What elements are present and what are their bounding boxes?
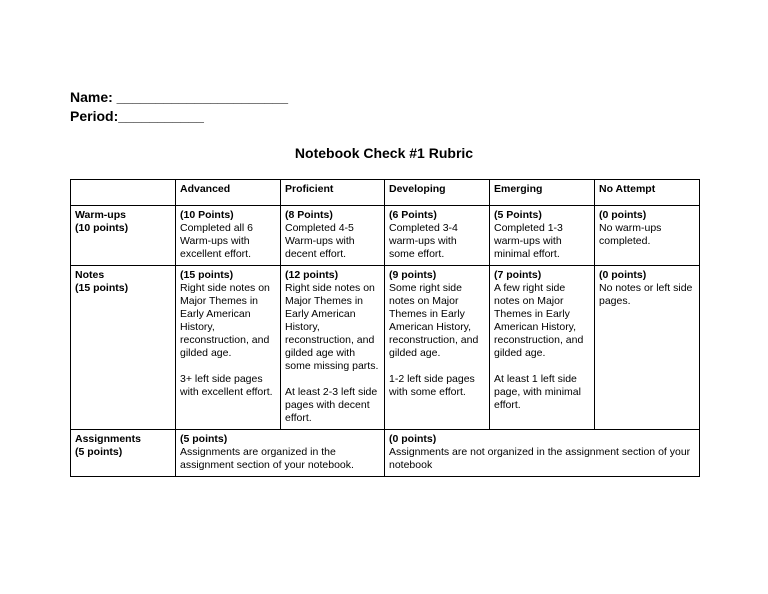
table-row-warmups bbox=[71, 206, 700, 266]
category-name: Warm-ups bbox=[75, 209, 126, 221]
cell-points: (5 points) bbox=[180, 433, 228, 445]
page-title: Notebook Check #1 Rubric bbox=[294, 145, 474, 161]
cell-description-extra: 3+ left side pages with excellent effort. bbox=[180, 373, 273, 398]
category-points: (10 points) bbox=[75, 222, 129, 234]
cell-description: No notes or left side pages. bbox=[599, 282, 693, 307]
cell-description: Completed all 6 Warm-ups with excellent effort. bbox=[180, 222, 253, 260]
cell-points: (12 points) bbox=[285, 269, 339, 281]
rubric-table bbox=[70, 179, 700, 477]
category-name: Notes bbox=[75, 269, 105, 281]
cell-description-extra: At least 2-3 left side pages with decent effort. bbox=[285, 386, 378, 424]
cell-points: (5 Points) bbox=[494, 209, 542, 221]
table-header-row bbox=[71, 180, 700, 206]
cell-description: Completed 4-5 Warm-ups with decent effort. bbox=[285, 222, 355, 260]
cell-description: Some right side notes on Major Themes in Early American History, reconstruction, and gilded age. bbox=[389, 282, 479, 359]
rubric-cell bbox=[490, 206, 595, 266]
rubric-cell bbox=[490, 266, 595, 430]
rubric-cell bbox=[176, 206, 281, 266]
cell-description: No warm-ups completed. bbox=[599, 222, 662, 247]
cell-description-extra: 1-2 left side pages with some effort. bbox=[389, 373, 475, 398]
name-field-label: Name: ______________________ bbox=[70, 89, 288, 105]
header-cell-advanced: Advanced bbox=[176, 180, 281, 206]
cell-points: (0 points) bbox=[599, 269, 647, 281]
rubric-cell bbox=[385, 266, 490, 430]
table-row-notes bbox=[71, 266, 700, 430]
category-cell bbox=[71, 266, 176, 430]
period-field-label: Period:___________ bbox=[70, 108, 204, 124]
cell-points: (0 points) bbox=[599, 209, 647, 221]
cell-description: Completed 3-4 warm-ups with some effort. bbox=[389, 222, 458, 260]
cell-points: (15 points) bbox=[180, 269, 234, 281]
header-cell-developing: Developing bbox=[385, 180, 490, 206]
cell-points: (9 points) bbox=[389, 269, 437, 281]
rubric-cell bbox=[176, 266, 281, 430]
rubric-cell bbox=[595, 206, 700, 266]
rubric-cell bbox=[595, 266, 700, 430]
cell-description: Assignments are organized in the assignment section of your notebook. bbox=[180, 446, 354, 471]
category-cell bbox=[71, 430, 176, 477]
rubric-cell bbox=[281, 206, 385, 266]
table-row-assignments bbox=[71, 430, 700, 477]
cell-description: Right side notes on Major Themes in Early American History, reconstruction, and gilded age with some missing parts. bbox=[285, 282, 379, 372]
category-points: (15 points) bbox=[75, 282, 129, 294]
header-cell-emerging: Emerging bbox=[490, 180, 595, 206]
cell-description-extra: At least 1 left side page, with minimal effort. bbox=[494, 373, 581, 411]
rubric-cell bbox=[385, 206, 490, 266]
cell-points: (0 points) bbox=[389, 433, 437, 445]
cell-points: (8 Points) bbox=[285, 209, 333, 221]
cell-points: (7 points) bbox=[494, 269, 542, 281]
category-name: Assignments bbox=[75, 433, 141, 445]
rubric-cell bbox=[385, 430, 700, 477]
cell-description: Right side notes on Major Themes in Early American History, reconstruction, and gilded age. bbox=[180, 282, 270, 359]
category-cell bbox=[71, 206, 176, 266]
header-cell-proficient: Proficient bbox=[281, 180, 385, 206]
cell-description: Completed 1-3 warm-ups with minimal effort. bbox=[494, 222, 563, 260]
cell-points: (6 Points) bbox=[389, 209, 437, 221]
rubric-cell bbox=[176, 430, 385, 477]
cell-description: A few right side notes on Major Themes in Early American History, reconstruction, and gilded age. bbox=[494, 282, 584, 359]
header-cell-empty bbox=[71, 180, 176, 206]
cell-points: (10 Points) bbox=[180, 209, 234, 221]
category-points: (5 points) bbox=[75, 446, 123, 458]
header-cell-no-attempt: No Attempt bbox=[595, 180, 700, 206]
rubric-cell bbox=[281, 266, 385, 430]
cell-description: Assignments are not organized in the assignment section of your notebook bbox=[389, 446, 691, 471]
